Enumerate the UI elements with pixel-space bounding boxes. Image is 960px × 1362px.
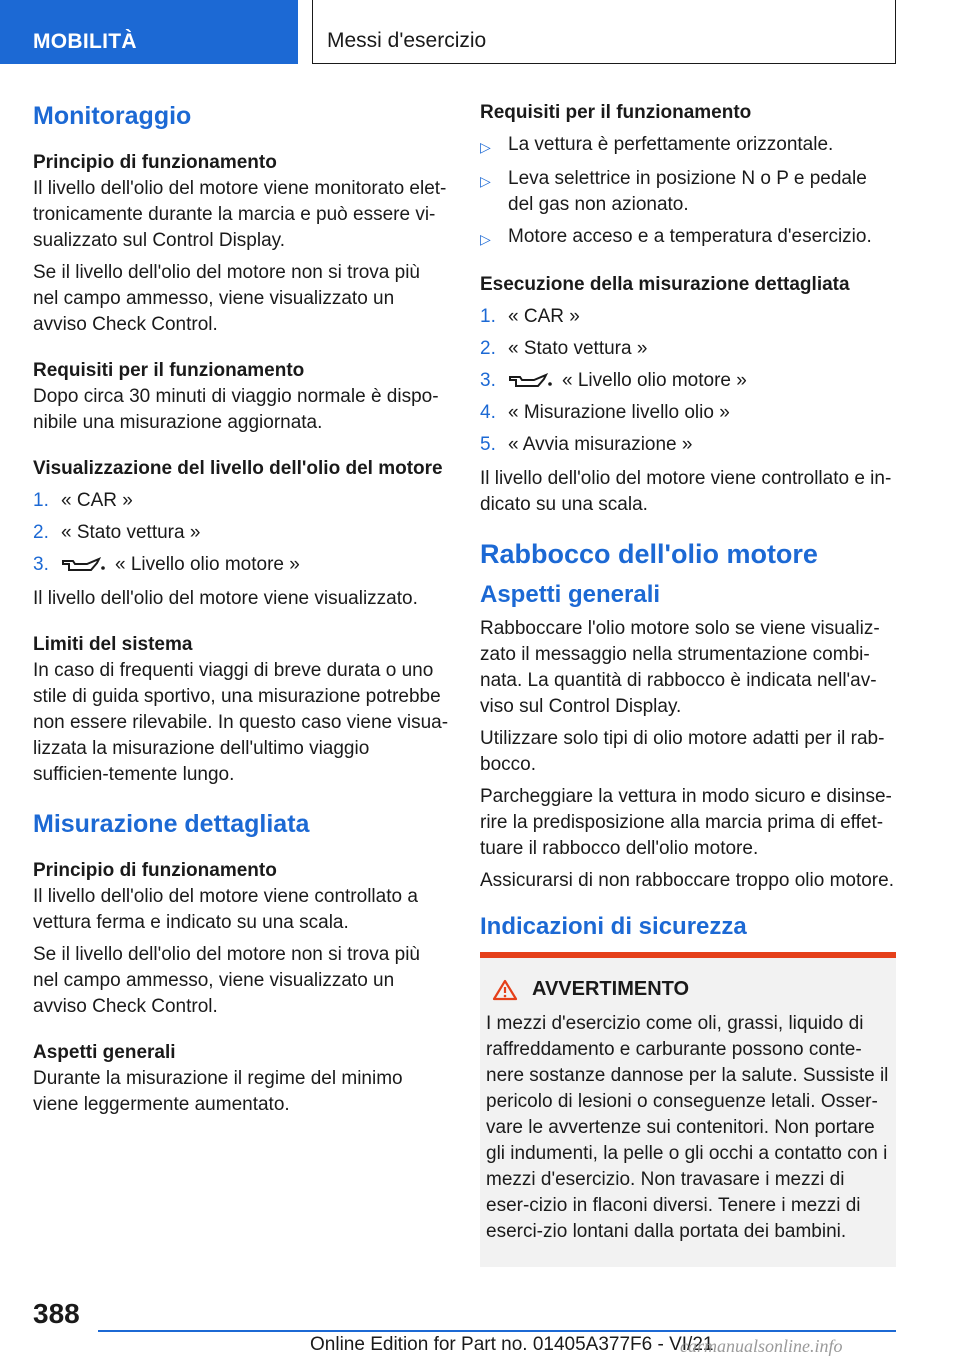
limits-text: In caso di frequenti viaggi di breve durata o uno stile di guida sportivo, una misurazione potrebbe non essere rilevabile. In questo caso viene visua-lizzata la misurazione dell'ultimo viaggio sufficien-temente lungo.	[33, 660, 449, 785]
list-item: 1. « CAR »	[33, 490, 133, 511]
refill-title: Rabbocco dell'olio motore	[480, 539, 818, 569]
monitoring-req-heading: Requisiti per il funzionamento	[33, 360, 305, 381]
chapter-title: Messi d'esercizio	[312, 0, 896, 64]
refill-general-title: Aspetti generali	[480, 581, 661, 608]
section-tab: MOBILITÀ	[0, 0, 298, 64]
safety-title: Indicazioni di sicurezza	[480, 913, 747, 940]
detailed-general-text: Durante la misurazione il regime del minimo viene leggermente aumentato.	[33, 1068, 403, 1115]
list-item: 1. « CAR »	[480, 306, 580, 327]
exec-steps	[480, 304, 896, 458]
warning-header	[486, 978, 890, 1001]
watermark: carmanualsonline.info	[680, 1336, 843, 1356]
list-item: 5. « Avvia misurazione »	[480, 434, 693, 455]
monitoring-principle-p2: Se il livello dell'olio del motore non si trova più nel campo ammesso, viene visualizzato un avviso Check Control.	[33, 262, 420, 335]
detailed-principle-heading: Principio di funzionamento	[33, 860, 277, 881]
refill-general-p2: Utilizzare solo tipi di olio motore adatti per il rab-bocco.	[480, 728, 885, 775]
list-item: ▷ La vettura è perfettamente orizzontale.	[480, 132, 896, 160]
detailed-general-heading: Aspetti generali	[33, 1042, 176, 1063]
monitoring-display	[33, 456, 449, 612]
left-column	[33, 100, 449, 1138]
warning-text: I mezzi d'esercizio come oli, grassi, liquido di raffreddamento e carburante possono conte-nere sostanze dannose per la salute. Sussiste il pericolo di lesioni o conseguenze letali. Osser-vare le avvertenze sui contenitori. Non portare gli indumenti, la pelle o gli occhi a contatto con i mezzi d'esercizio. Non travasare i mezzi di eser-cizio in flaconi diversi. Tenere i mezzi di eserci-zio lontani dalla portata dei bambini.	[486, 1013, 889, 1242]
triangle-bullet-icon: ▷	[480, 231, 491, 247]
monitoring-req-text: Dopo circa 30 minuti di viaggio normale è dispo-nibile una misurazione aggiornata.	[33, 386, 439, 433]
monitoring-principle-p1: Il livello dell'olio del motore viene monitorato elet-tronicamente durante la marcia e può essere vi-sualizzato sul Control Display.	[33, 178, 447, 251]
detailed-execution	[480, 272, 896, 518]
refill-general-p3: Parcheggiare la vettura in modo sicuro e disinse-rire la predisposizione alla marcia prima di effet-tuare il rabbocco dell'olio motore.	[480, 786, 892, 859]
monitoring-principle	[33, 150, 449, 338]
triangle-bullet-icon: ▷	[480, 173, 491, 189]
display-steps	[33, 488, 449, 578]
req-list	[480, 132, 896, 252]
monitoring-principle-heading: Principio di funzionamento	[33, 152, 277, 173]
oil-can-icon	[61, 556, 107, 574]
page-number: 388	[33, 1298, 80, 1329]
detailed-principle	[33, 858, 449, 1020]
detailed-requirements	[480, 100, 896, 252]
display-result: Il livello dell'olio del motore viene visualizzato.	[33, 588, 418, 609]
right-req-heading: Requisiti per il funzionamento	[480, 102, 752, 123]
right-column	[480, 100, 896, 1267]
list-item: ▷ Leva selettrice in posizione N o P e pedale del gas non azionato.	[480, 166, 896, 218]
detailed-principle-p1: Il livello dell'olio del motore viene controllato a vettura ferma e indicato su una scala.	[33, 886, 418, 933]
list-item: 3. « Livello olio motore »	[480, 370, 747, 391]
warning-title: AVVERTIMENTO	[532, 978, 690, 1000]
list-item: 2. « Stato vettura »	[480, 338, 648, 359]
oil-can-icon	[508, 372, 554, 390]
footer-edition: Online Edition for Part no. 01405A377F6 - VI/21	[310, 1334, 714, 1355]
warning-triangle-icon	[492, 979, 518, 1001]
detailed-title: Misurazione dettagliata	[33, 810, 310, 838]
list-item: 3. « Livello olio motore »	[33, 554, 300, 575]
monitoring-title: Monitoraggio	[33, 102, 192, 130]
warning-box	[480, 952, 896, 1267]
triangle-bullet-icon: ▷	[480, 139, 491, 155]
display-heading: Visualizzazione del livello dell'olio del motore	[33, 458, 443, 479]
detailed-principle-p2: Se il livello dell'olio del motore non si trova più nel campo ammesso, viene visualizzato un avviso Check Control.	[33, 944, 420, 1017]
refill-general-p1: Rabboccare l'olio motore solo se viene visualiz-zato il messaggio nella strumentazione combi-nata. La quantità di rabbocco è indicata nell'av-viso sul Control Display.	[480, 618, 880, 717]
detailed-general	[33, 1040, 449, 1118]
list-item: ▷ Motore acceso e a temperatura d'esercizio.	[480, 224, 896, 252]
limits-heading: Limiti del sistema	[33, 634, 193, 655]
exec-result: Il livello dell'olio del motore viene controllato e in-dicato su una scala.	[480, 468, 892, 515]
list-item: 2. « Stato vettura »	[33, 522, 201, 543]
system-limits	[33, 632, 449, 788]
exec-heading: Esecuzione della misurazione dettagliata	[480, 274, 850, 295]
footer-divider	[98, 1330, 896, 1332]
list-item: 4. « Misurazione livello olio »	[480, 402, 730, 423]
refill-general-p4: Assicurarsi di non rabboccare troppo olio motore.	[480, 870, 894, 891]
monitoring-requirements	[33, 358, 449, 436]
